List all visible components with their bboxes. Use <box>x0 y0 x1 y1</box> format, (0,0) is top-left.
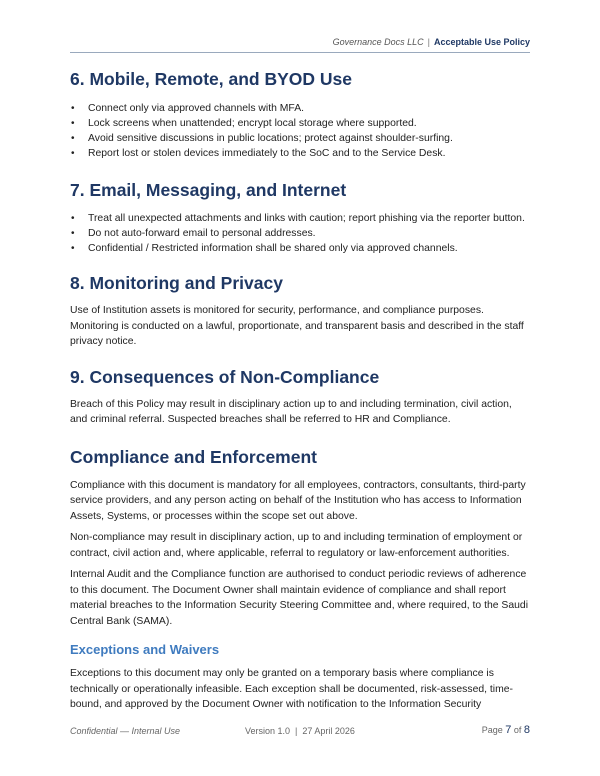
bullet-icon: • <box>71 243 75 254</box>
footer-version-date: Version 1.0 | 27 April 2026 <box>245 726 355 736</box>
bullet-list-mobile <box>70 101 532 161</box>
list-item <box>70 241 532 256</box>
bullet-icon: • <box>71 103 75 114</box>
section-heading-monitoring: 8. Monitoring and Privacy <box>70 273 283 293</box>
list-item <box>70 211 532 226</box>
footer-page-total: 8 <box>523 724 530 736</box>
header-organization: Governance Docs LLC <box>332 37 424 47</box>
footer-page-number: 7 <box>505 724 512 736</box>
header-separator: | <box>427 37 430 47</box>
footer-classification: Confidential — Internal Use <box>70 726 181 736</box>
footer-page-mid: of <box>511 725 524 735</box>
list-item <box>70 226 532 241</box>
section-heading-consequences: 9. Consequences of Non-Compliance <box>70 366 380 387</box>
header-document-title: Acceptable Use Policy <box>433 37 530 47</box>
section-heading-email: 7. Email, Messaging, and Internet <box>70 180 347 200</box>
section-body-consequences: Breach of this Policy may result in disciplinary action up to and including termination, civil action, and criminal referral. Suspected breaches shall be referred to HR and Compliance. <box>70 398 512 425</box>
section-body-exceptions: Exceptions to this document may only be granted on a temporary basis where compliance is technically or operationally infeasible. Each exception shall be documented, risk-assessed, time-bound, and approved by the Document Owner with notification to the Information Security <box>70 668 513 710</box>
compliance-paragraph: Internal Audit and the Compliance function are authorised to conduct periodic reviews of adherence to this document. The Document Owner shall maintain evidence of compliance and shall report material breaches to the Information Security Steering Committee and, where required, to the Saudi Central Bank (SAMA). <box>70 569 529 627</box>
list-item <box>70 146 532 161</box>
bullet-list-email <box>70 211 532 256</box>
section-heading-mobile: 6. Mobile, Remote, and BYOD Use <box>70 69 352 89</box>
list-item-text: Do not auto-forward email to personal addresses. <box>88 228 316 239</box>
section-heading-compliance: Compliance and Enforcement <box>70 446 317 467</box>
bullet-icon: • <box>71 148 75 159</box>
compliance-paragraph: Compliance with this document is mandatory for all employees, contractors, consultants, third-party service providers, and any person acting on behalf of the Institution who has access to Information Assets, Systems, or processes within the scope set out above. <box>70 479 526 522</box>
compliance-paragraph: Non-compliance may result in disciplinary action, up to and including termination of employment or contract, civil action and, where applicable, referral to regulatory or law-enforcement authorities. <box>70 532 523 559</box>
list-item-text: Treat all unexpected attachments and links with caution; report phishing via the reporter button. <box>88 213 525 224</box>
bullet-icon: • <box>71 118 75 129</box>
list-item-text: Avoid sensitive discussions in public locations; protect against shoulder-surfing. <box>88 133 453 144</box>
list-item <box>70 101 532 116</box>
list-item <box>70 131 532 146</box>
list-item-text: Connect only via approved channels with MFA. <box>88 103 305 114</box>
bullet-icon: • <box>71 213 75 224</box>
footer-page-prefix: Page <box>481 725 506 735</box>
list-item-text: Confidential / Restricted information shall be shared only via approved channels. <box>88 243 458 254</box>
list-item-text: Report lost or stolen devices immediately to the SoC and to the Service Desk. <box>88 148 446 159</box>
section-body-monitoring: Use of Institution assets is monitored for security, performance, and compliance purposes. Monitoring is conducted on a lawful, proportionate, and transparent basis and described in the staff privacy notice. <box>70 305 524 347</box>
footer-page-indicator <box>482 724 530 736</box>
subsection-heading-exceptions: Exceptions and Waivers <box>70 642 220 657</box>
page-content <box>70 68 532 713</box>
bullet-icon: • <box>71 133 75 144</box>
list-item <box>70 116 532 131</box>
list-item-text: Lock screens when unattended; encrypt local storage where supported. <box>88 118 417 129</box>
bullet-icon: • <box>71 228 75 239</box>
running-header <box>70 37 530 53</box>
